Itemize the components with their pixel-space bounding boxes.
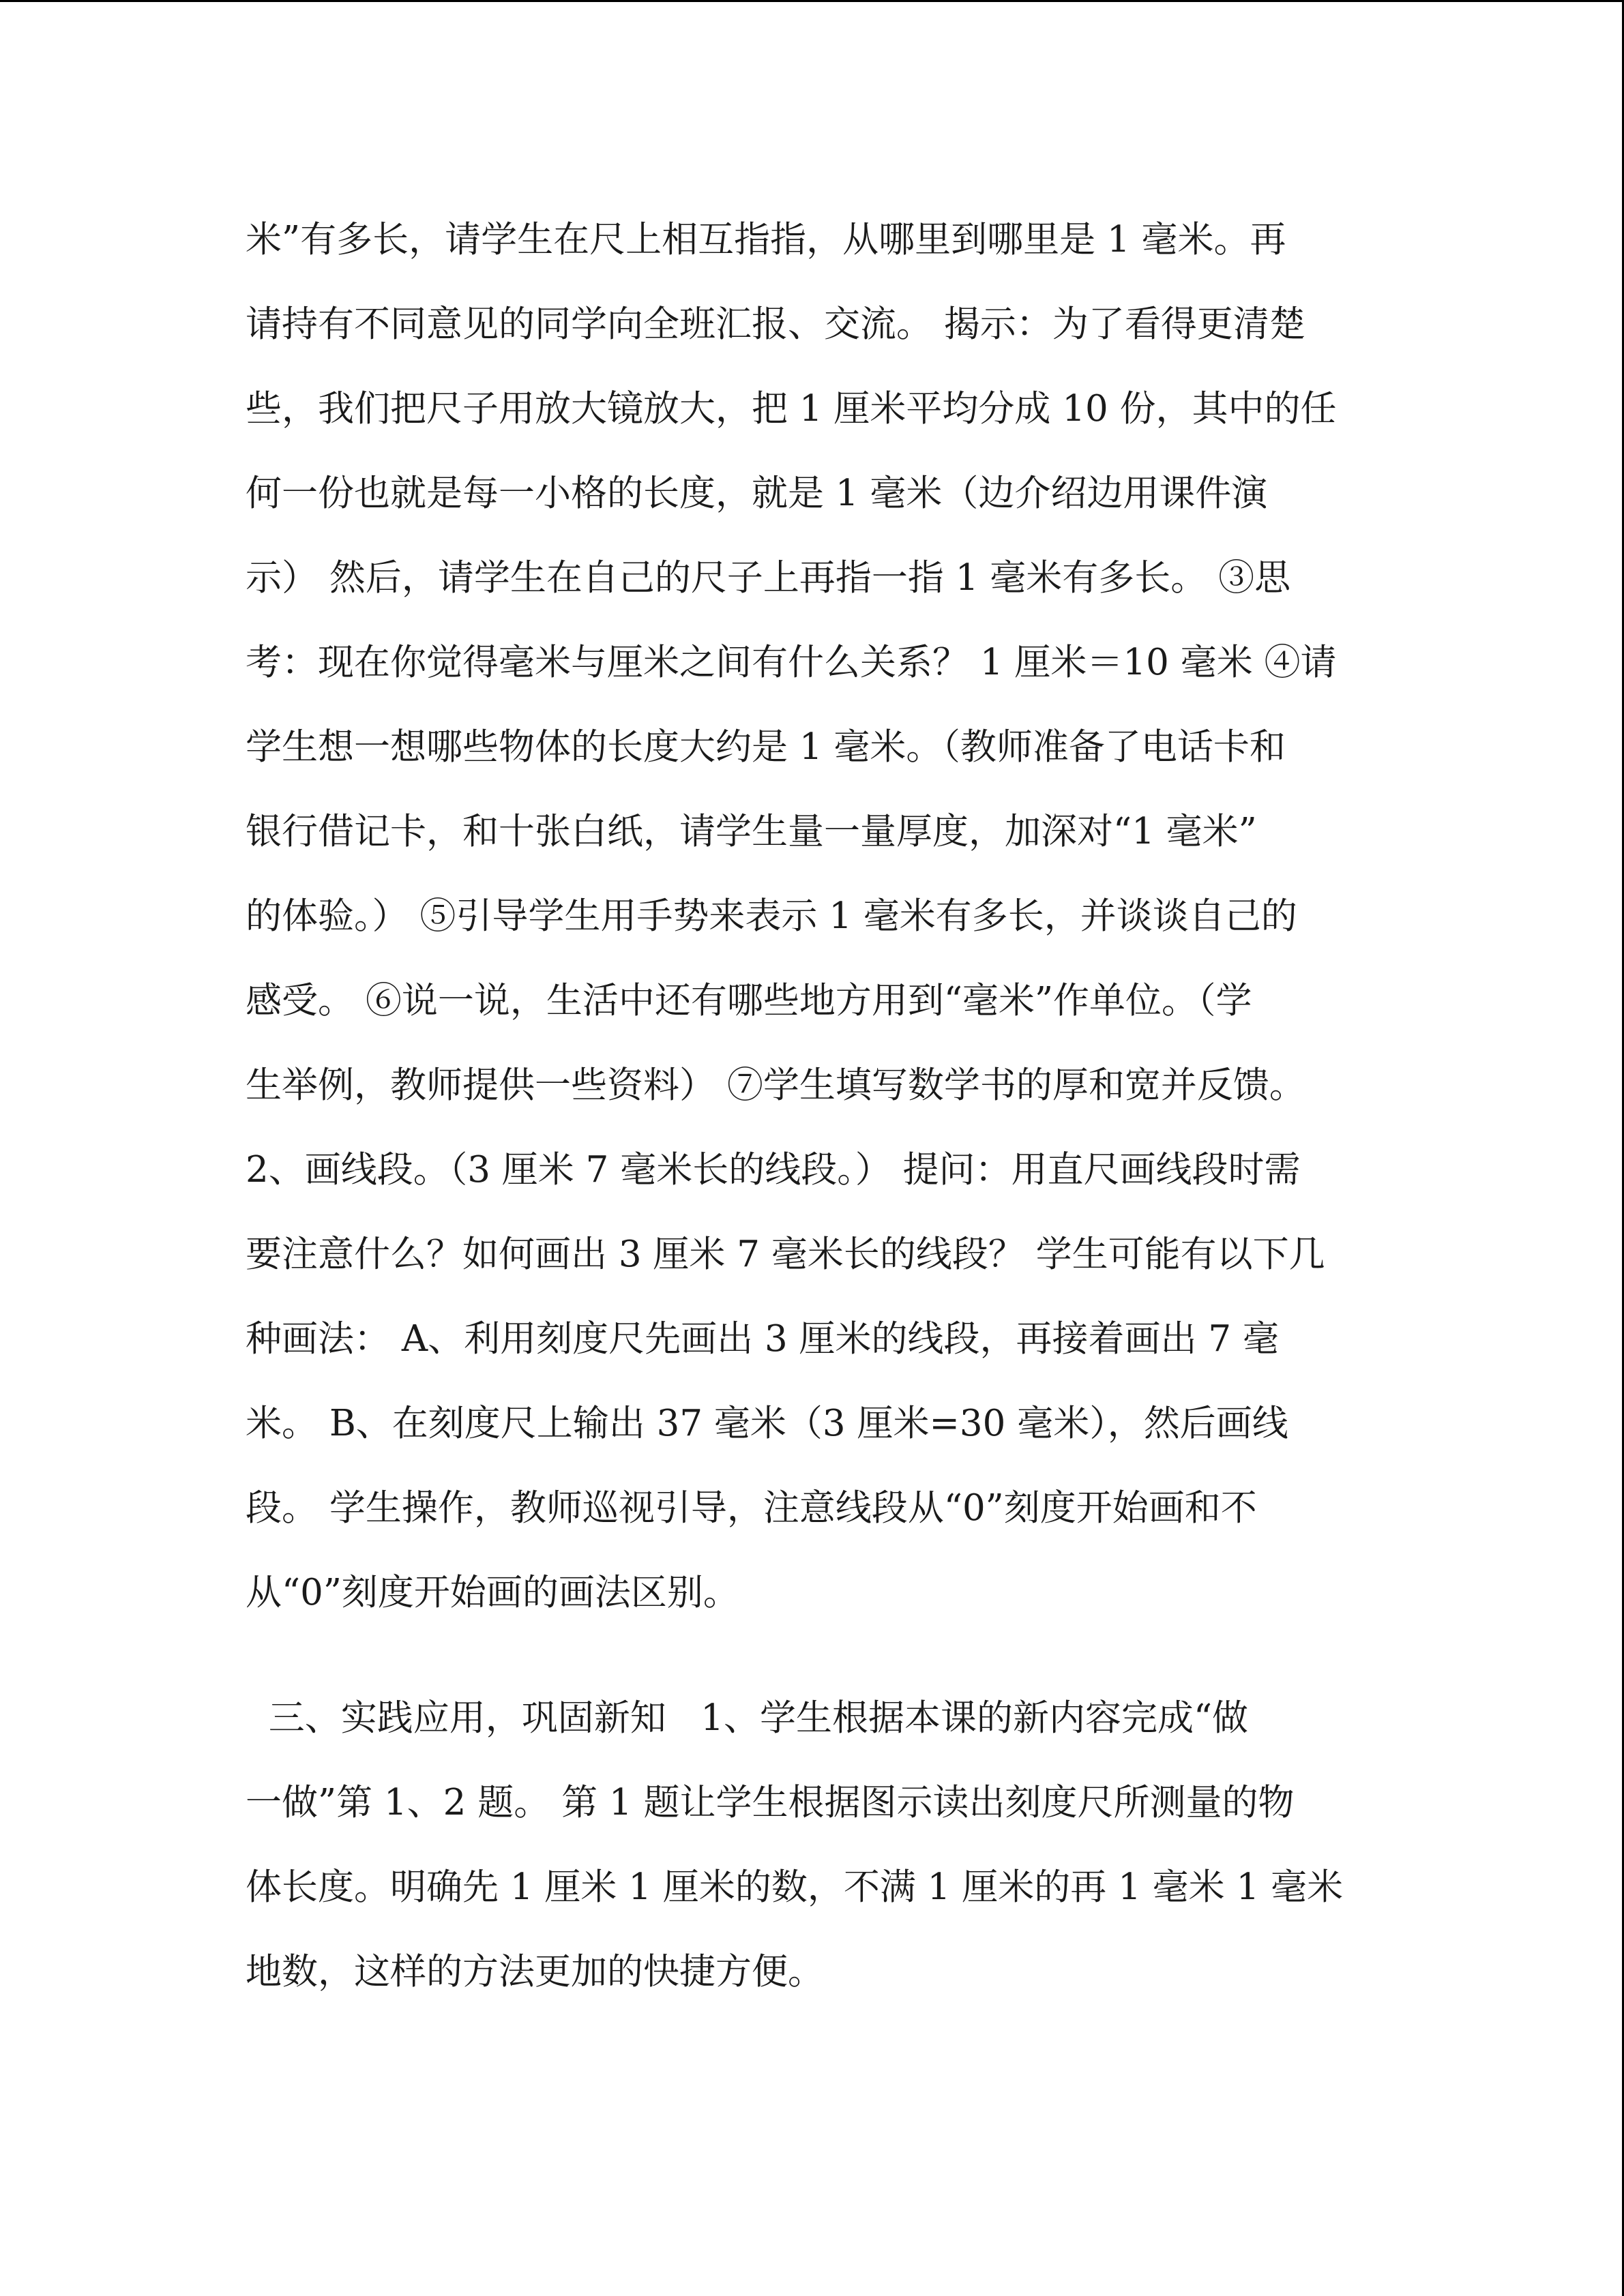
text-line: 一做”第 1、2 题。 第 1 题让学生根据图示读出刻度尺所测量的物 <box>246 1782 1295 1823</box>
text-line: 体长度。明确先 1 厘米 1 厘米的数，不满 1 厘米的再 1 毫米 1 毫米 <box>246 1866 1344 1908</box>
text-line: 感受。 ⑥说一说，生活中还有哪些地方用到“毫米”作单位。（学 <box>246 980 1252 1022</box>
text-line: 段。 学生操作，教师巡视引导，注意线段从“0”刻度开始画和不 <box>246 1487 1257 1529</box>
text-line: 地数，这样的方法更加的快捷方便。 <box>246 1951 824 1993</box>
text-line: 米。 B、在刻度尺上输出 37 毫米（3 厘米=30 毫米），然后画线 <box>246 1403 1288 1444</box>
text-line: 的体验。） ⑤引导学生用手势来表示 1 毫米有多长，并谈谈自己的 <box>246 895 1297 937</box>
text-line: 2、画线段。（3 厘米 7 毫米长的线段。） 提问：用直尺画线段时需 <box>246 1149 1301 1191</box>
text-line: 示） 然后，请学生在自己的尺子上再指一指 1 毫米有多长。 ③思 <box>246 557 1291 599</box>
text-line: 银行借记卡，和十张白纸，请学生量一量厚度，加深对“1 毫米” <box>246 811 1257 852</box>
text-line: 从“0”刻度开始画的画法区别。 <box>246 1572 739 1613</box>
text-line: 何一份也就是每一小格的长度，就是 1 毫米（边介绍边用课件演 <box>246 473 1268 514</box>
text-line: 学生想一想哪些物体的长度大约是 1 毫米。（教师准备了电话卡和 <box>246 726 1286 768</box>
text-line: 些，我们把尺子用放大镜放大，把 1 厘米平均分成 10 份，其中的任 <box>246 388 1337 430</box>
document-page <box>246 198 1385 2014</box>
top-border <box>0 0 1624 2</box>
text-line: 考：现在你觉得毫米与厘米之间有什么关系？ 1 厘米＝10 毫米 ④请 <box>246 642 1337 683</box>
text-line: 生举例，教师提供一些资料） ⑦学生填写数学书的厚和宽并反馈。 <box>246 1064 1305 1106</box>
text-line: 种画法： A、利用刻度尺先画出 3 厘米的线段，再接着画出 7 毫 <box>246 1318 1279 1360</box>
paragraph-1 <box>246 198 1385 1635</box>
paragraph-2 <box>246 1676 1385 2014</box>
text-line: 请持有不同意见的同学向全班汇报、交流。 揭示：为了看得更清楚 <box>246 303 1305 345</box>
paragraph-gap <box>246 1635 1385 1676</box>
text-line: 米”有多长，请学生在尺上相互指指，从哪里到哪里是 1 毫米。再 <box>246 219 1286 260</box>
text-line: 三、实践应用，巩固新知 1、学生根据本课的新内容完成“做 <box>246 1697 1249 1739</box>
text-line: 要注意什么？如何画出 3 厘米 7 毫米长的线段？ 学生可能有以下几 <box>246 1234 1325 1275</box>
